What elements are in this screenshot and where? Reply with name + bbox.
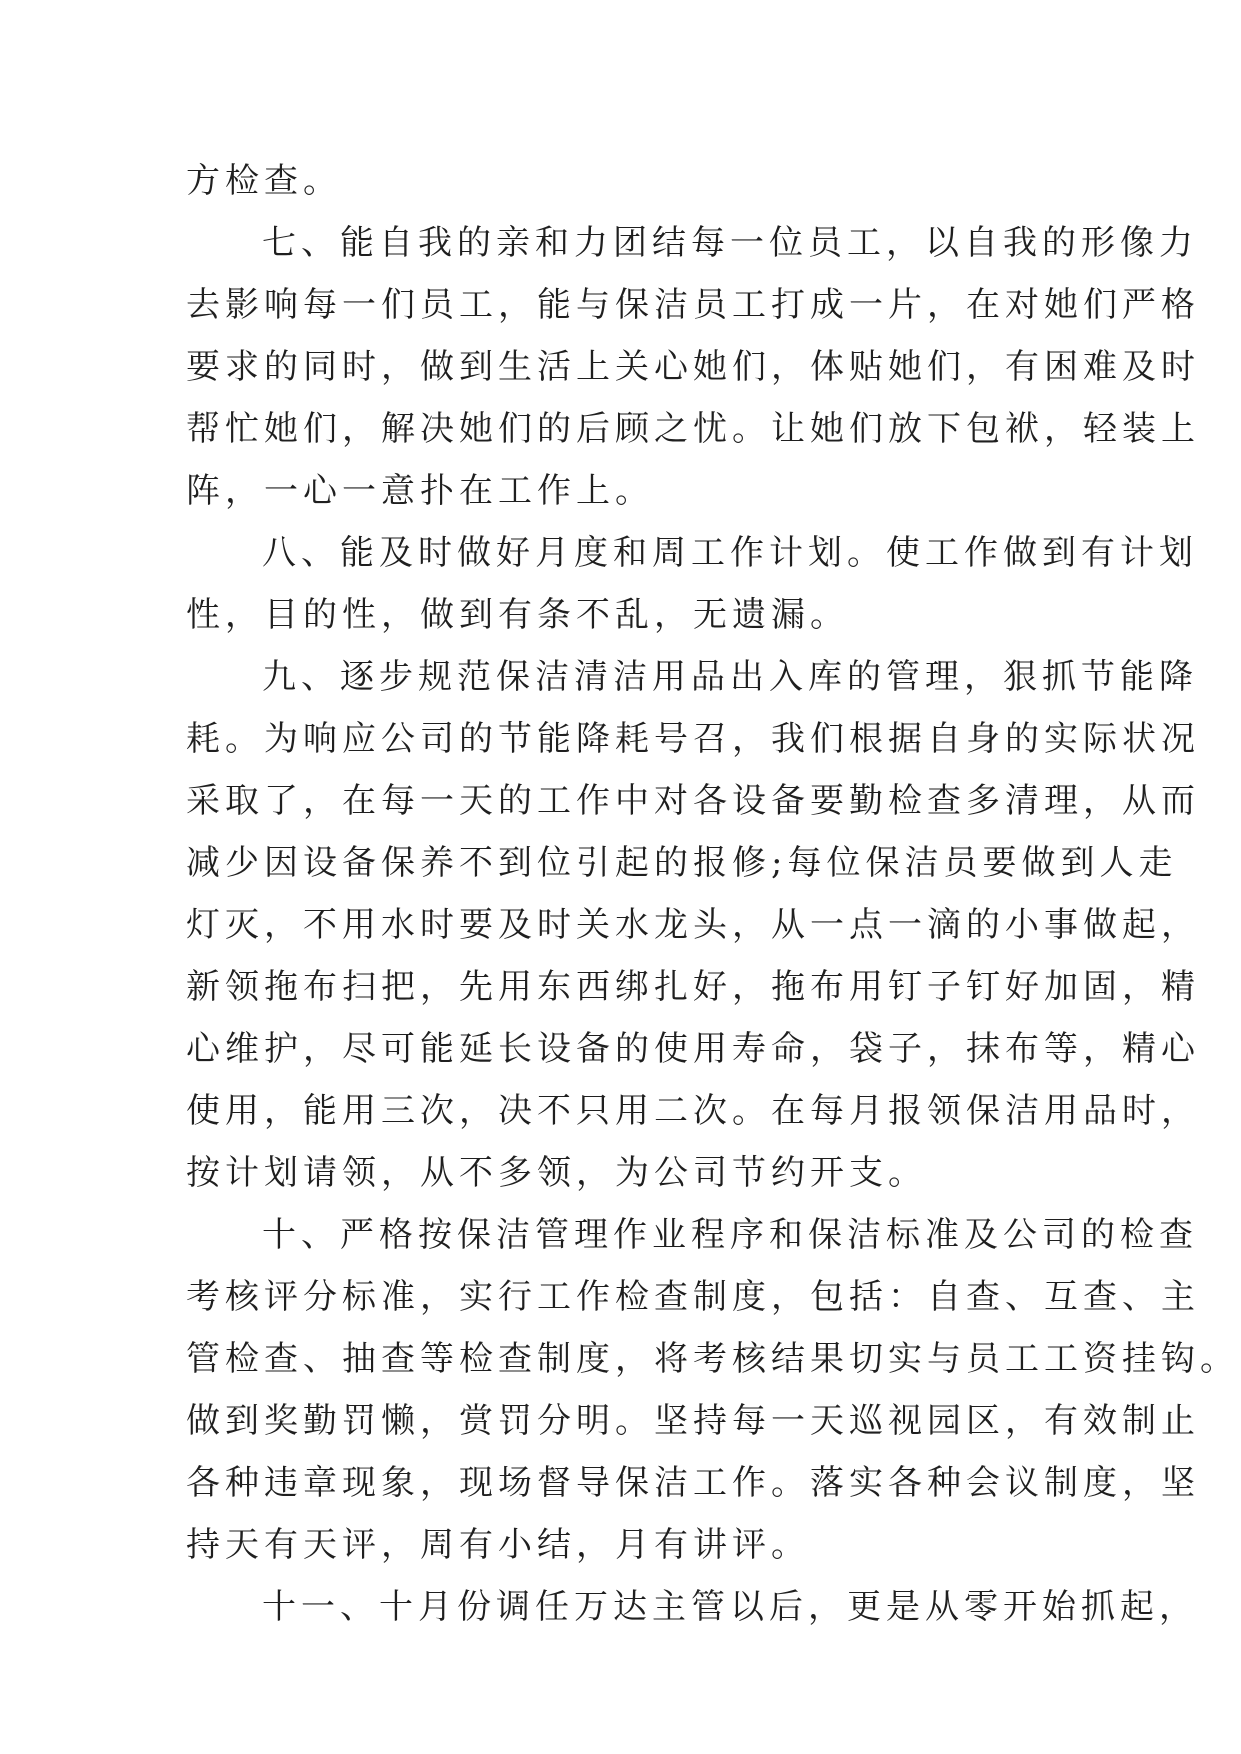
paragraph-first-line: 十一、十月份调任万达主管以后，更是从零开始抓起， <box>262 1587 1198 1627</box>
document-body <box>186 150 1239 1638</box>
paragraph-line: 要求的同时，做到生活上关心她们，体贴她们，有困难及时 <box>186 347 1200 387</box>
paragraph-line: 阵，一心一意扑在工作上。 <box>186 471 654 511</box>
paragraph-line: 减少因设备保养不到位引起的报修;每位保洁员要做到人走 <box>186 843 1178 883</box>
paragraph-line: 做到奖勤罚懒，赏罚分明。坚持每一天巡视园区，有效制止 <box>186 1401 1200 1441</box>
paragraph-line: 新领拖布扫把，先用东西绑扎好，拖布用钉子钉好加固，精 <box>186 967 1200 1007</box>
paragraph-line: 管检查、抽查等检查制度，将考核结果切实与员工工资挂钩。 <box>186 1339 1239 1379</box>
paragraph-first-line: 八、能及时做好月度和周工作计划。使工作做到有计划 <box>262 533 1198 573</box>
paragraph-line: 使用，能用三次，决不只用二次。在每月报领保洁用品时， <box>186 1091 1200 1131</box>
paragraph-first-line: 十、严格按保洁管理作业程序和保洁标准及公司的检查 <box>262 1215 1198 1255</box>
paragraph-line: 持天有天评，周有小结，月有讲评。 <box>186 1525 810 1565</box>
paragraph-first-line: 九、逐步规范保洁清洁用品出入库的管理，狠抓节能降 <box>262 657 1198 697</box>
paragraph-line: 考核评分标准，实行工作检查制度，包括：自查、互查、主 <box>186 1277 1200 1317</box>
paragraph-line: 各种违章现象，现场督导保洁工作。落实各种会议制度，坚 <box>186 1463 1200 1503</box>
paragraph-line: 性，目的性，做到有条不乱，无遗漏。 <box>186 595 849 635</box>
paragraph-line: 方检查。 <box>186 161 342 201</box>
paragraph-line: 耗。为响应公司的节能降耗号召，我们根据自身的实际状况 <box>186 719 1200 759</box>
paragraph-line: 帮忙她们，解决她们的后顾之忧。让她们放下包袱，轻装上 <box>186 409 1200 449</box>
paragraph-first-line: 七、能自我的亲和力团结每一位员工，以自我的形像力 <box>262 223 1198 263</box>
paragraph-line: 灯灭，不用水时要及时关水龙头，从一点一滴的小事做起， <box>186 905 1200 945</box>
paragraph-line: 按计划请领，从不多领，为公司节约开支。 <box>186 1153 927 1193</box>
paragraph-line: 心维护，尽可能延长设备的使用寿命，袋子，抹布等，精心 <box>186 1029 1200 1069</box>
paragraph-line: 采取了，在每一天的工作中对各设备要勤检查多清理，从而 <box>186 781 1200 821</box>
paragraph-line: 去影响每一们员工，能与保洁员工打成一片，在对她们严格 <box>186 285 1200 325</box>
